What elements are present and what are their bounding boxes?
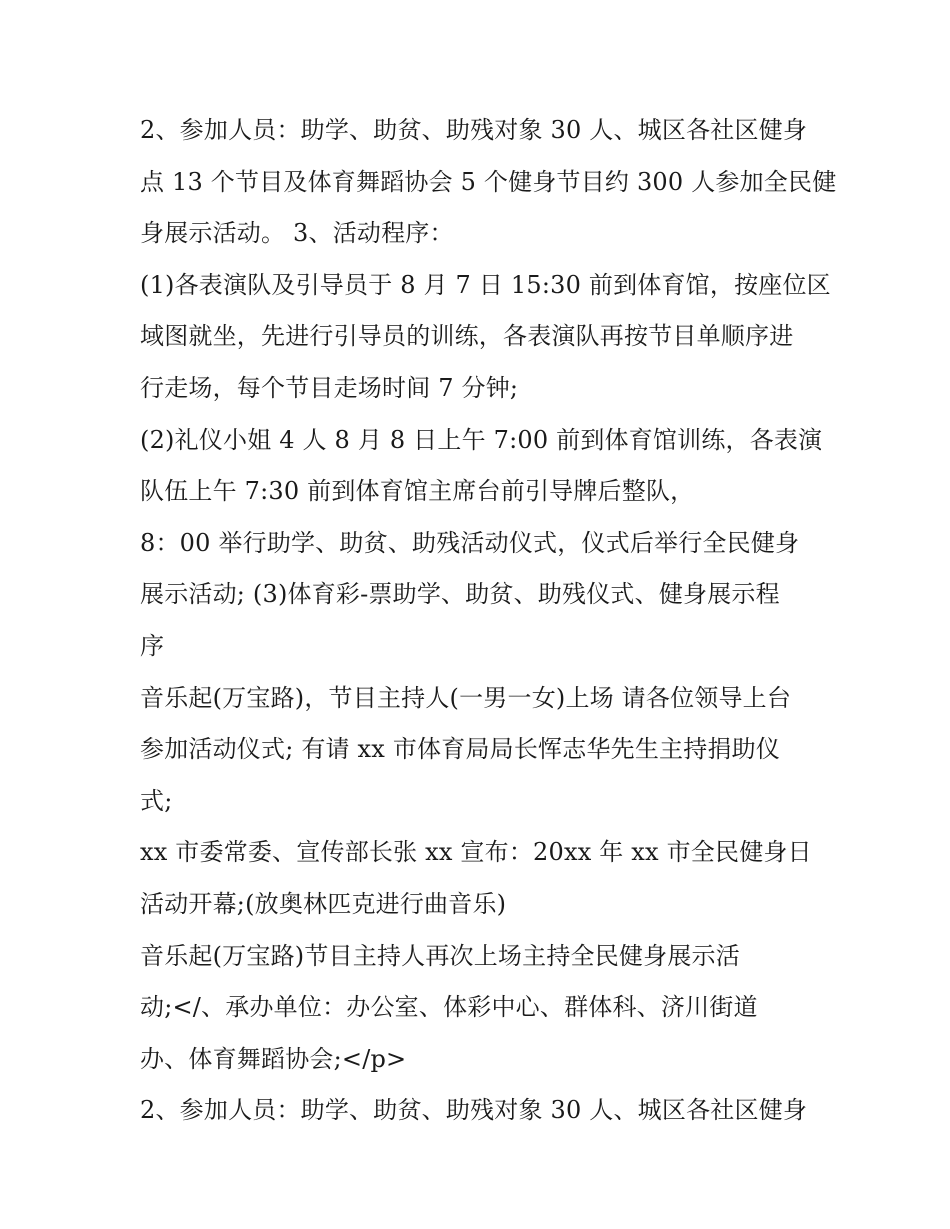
text-line: 点 13 个节目及体育舞蹈协会 5 个健身节目约 300 人参加全民健 bbox=[140, 167, 837, 196]
text-line: (2)礼仪小姐 4 人 8 月 8 日上午 7:00 前到体育馆训练，各表演 bbox=[140, 425, 823, 454]
text-line: 动;</、承办单位：办公室、体彩中心、群体科、济川街道 bbox=[140, 993, 758, 1022]
text-line: 活动开幕;(放奥林匹克进行曲音乐) bbox=[140, 889, 507, 918]
text-line: 序 bbox=[140, 631, 165, 660]
text-line: 2、参加人员：助学、助贫、助残对象 30 人、城区各社区健身 bbox=[140, 116, 808, 144]
text-line: 8：00 举行助学、助贫、助残活动仪式，仪式后举行全民健身 bbox=[140, 528, 800, 557]
text-line: 参加活动仪式; 有请 xx 市体育局局长恽志华先生主持捐助仪 bbox=[140, 735, 781, 764]
text-line: 行走场，每个节目走场时间 7 分钟; bbox=[140, 373, 519, 402]
text-line: 音乐起(万宝路)节目主持人再次上场主持全民健身展示活 bbox=[140, 941, 740, 970]
text-line: xx 市委常委、宣传部长张 xx 宣布：20xx 年 xx 市全民健身日 bbox=[140, 838, 812, 867]
text-line: 音乐起(万宝路)，节目主持人(一男一女)上场 请各位领导上台 bbox=[140, 683, 792, 712]
text-line: 域图就坐，先进行引导员的训练，各表演队再按节目单顺序进 bbox=[140, 322, 794, 351]
text-line: 队伍上午 7:30 前到体育馆主席台前引导牌后整队， bbox=[140, 477, 695, 506]
text-line: 办、体育舞蹈协会;</p> bbox=[140, 1044, 407, 1073]
text-line: (1)各表演队及引导员于 8 月 7 日 15:30 前到体育馆，按座位区 bbox=[140, 270, 831, 299]
text-line: 身展示活动。 3、活动程序： bbox=[140, 219, 454, 248]
text-line: 展示活动; (3)体育彩-票助学、助贫、助残仪式、健身展示程 bbox=[140, 580, 780, 609]
text-line: 式; bbox=[140, 786, 173, 815]
document-body bbox=[140, 105, 837, 1137]
text-line: 2、参加人员：助学、助贫、助残对象 30 人、城区各社区健身 bbox=[140, 1096, 808, 1125]
